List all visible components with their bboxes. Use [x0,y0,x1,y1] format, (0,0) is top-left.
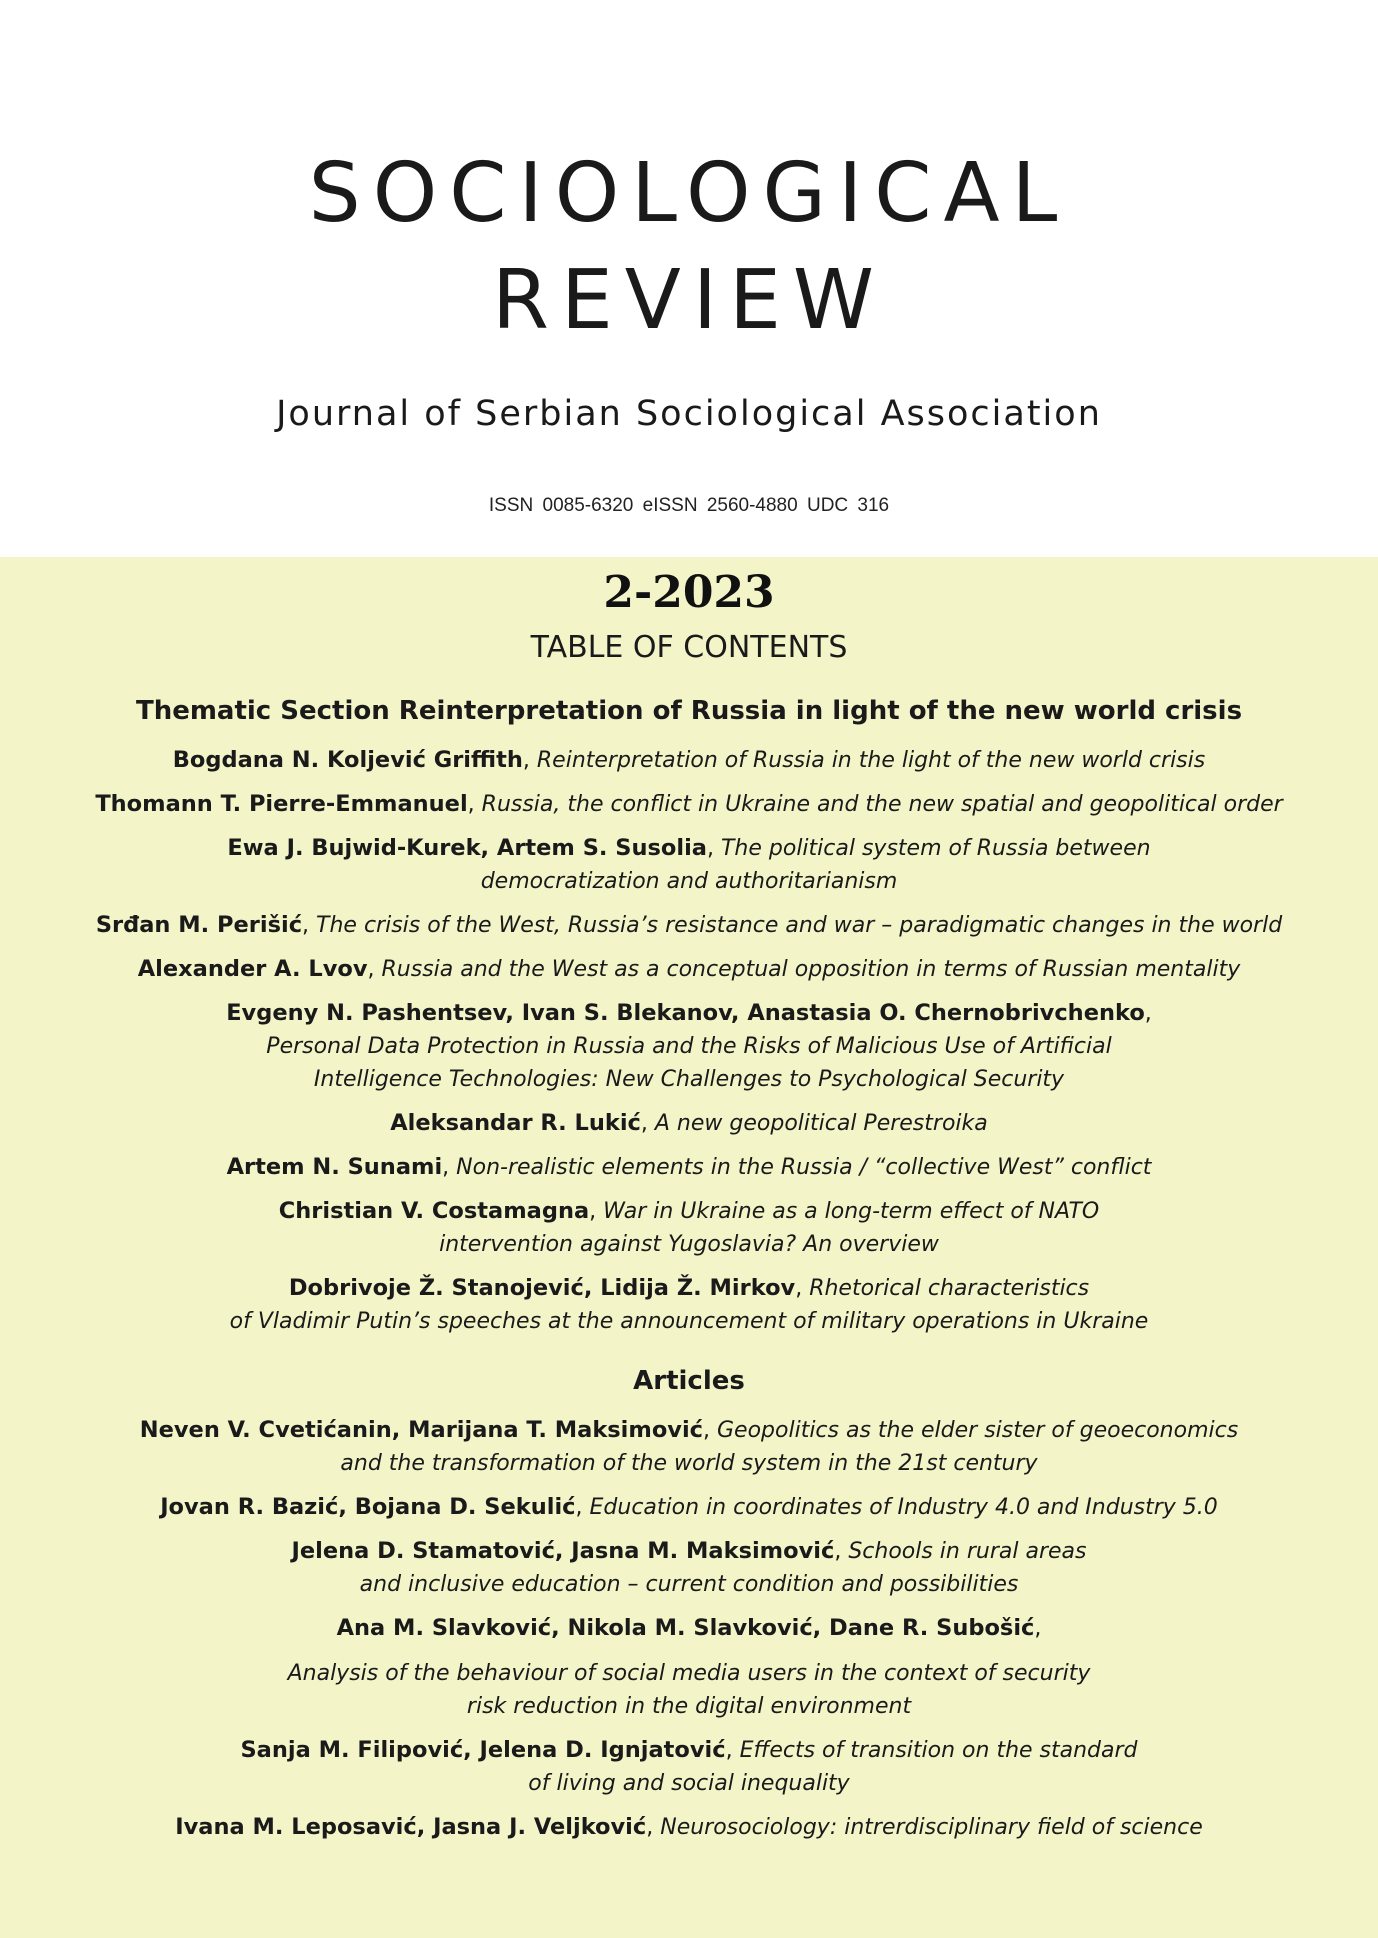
entry-authors: Thomann T. Pierre-Emmanuel [95,791,468,817]
entry-title: Analysis of the behaviour of social media users in the context of security [287,1661,1091,1686]
toc-entry: Christian V. Costamagna, War in Ukraine as a long-term effect of NATO intervention against Yugoslavia? An overview [0,1195,1378,1261]
entry-title-continuation: of Vladimir Putin’s speeches at the announcement of military operations in Ukraine [229,1309,1149,1334]
entry-authors: Alexander A. Lvov [137,956,368,982]
entry-title: A new geopolitical Perestroika [654,1111,988,1136]
entry-title: War in Ukraine as a long-term effect of NATO [603,1199,1100,1224]
entry-authors: Dobrivoje Ž. Stanojević, Lidija Ž. Mirkov [288,1275,796,1301]
toc-entry: Thomann T. Pierre-Emmanuel, Russia, the conflict in Ukraine and the new spatial and geopolitical order [95,791,1283,817]
entry-title: Schools in rural areas [848,1539,1087,1564]
entry-title-continuation: and the transformation of the world system in the 21st century [340,1451,1038,1476]
toc-entry: Jelena D. Stamatović, Jasna M. Maksimović, Schools in rural areas and inclusive education – current condition and possibilities [0,1535,1378,1601]
section-heading-articles: Articles [633,1366,745,1396]
entry-authors: Neven V. Cvetićanin, Marijana T. Maksimović [139,1417,703,1443]
journal-identifiers: ISSN 0085-6320 eISSN 2560-4880 UDC 316 [488,495,890,516]
toc-entry: Evgeny N. Pashentsev, Ivan S. Blekanov, Anastasia O. Chernobrivchenko, Personal Data Protection in Russia and the Risks of Malicious Use of Artificial Intelligence Technologies: New Challenges to Psychological Security [0,997,1378,1096]
toc-entry: Artem N. Sunami, Non-realistic elements in the Russia / “collective West” conflict [226,1154,1152,1180]
entry-title: Russia and the West as a conceptual opposition in terms of Russian mentality [381,957,1241,982]
entry-title: The crisis of the West, Russia’s resistance and war – paradigmatic changes in the world [316,913,1283,938]
entry-title: Education in coordinates of Industry 4.0 and Industry 5.0 [589,1495,1218,1520]
entry-title: The political system of Russia between [720,836,1151,861]
toc-entry: Ivana M. Leposavić, Jasna J. Veljković, Neurosociology: intrerdisciplinary field of science [175,1814,1203,1840]
toc-entry: Bogdana N. Koljević Griffith, Reinterpretation of Russia in the light of the new world crisis [172,747,1206,773]
toc-entry: Sanja M. Filipović, Jelena D. Ignjatović, Effects of transition on the standard of living and social inequality [0,1734,1378,1800]
entry-title-continuation: democratization and authoritarianism [480,869,898,894]
entry-authors: Evgeny N. Pashentsev, Ivan S. Blekanov, Anastasia O. Chernobrivchenko [226,1000,1145,1026]
entry-title-continuation: intervention against Yugoslavia? An overview [439,1232,939,1257]
entry-title: Russia, the conflict in Ukraine and the new spatial and geopolitical order [481,792,1283,817]
entry-authors: Aleksandar R. Lukić [390,1110,641,1136]
entry-title-continuation: of living and social inequality [528,1771,850,1796]
toc-entry: Aleksandar R. Lukić, A new geopolitical Perestroika [390,1110,988,1136]
toc-entry: Dobrivoje Ž. Stanojević, Lidija Ž. Mirkov, Rhetorical characteristics of Vladimir Putin’s speeches at the announcement of military operations in Ukraine [0,1272,1378,1338]
entry-authors: Christian V. Costamagna [278,1198,590,1224]
entry-authors: Ana M. Slavković, Nikola M. Slavković, Dane R. Subošić [336,1615,1035,1641]
toc-entry: Alexander A. Lvov, Russia and the West as a conceptual opposition in terms of Russian mentality [137,956,1241,982]
entry-title-continuation: Intelligence Technologies: New Challenges to Psychological Security [313,1067,1065,1092]
entry-authors: Jovan R. Bazić, Bojana D. Sekulić [160,1494,576,1520]
entry-authors: Artem N. Sunami [226,1154,443,1180]
section-heading-thematic: Thematic Section Reinterpretation of Russia in light of the new world crisis [135,696,1243,726]
entry-authors: Ewa J. Bujwid-Kurek, Artem S. Susolia [227,835,707,861]
entry-title: Non-realistic elements in the Russia / “collective West” conflict [456,1155,1152,1180]
issue-number: 2-2023 [603,567,775,618]
table-of-contents [0,690,1378,1855]
entry-authors: Sanja M. Filipović, Jelena D. Ignjatović [240,1737,726,1763]
entry-authors: Bogdana N. Koljević Griffith [172,747,523,773]
entry-title-continuation: and inclusive education – current condition and possibilities [359,1572,1019,1597]
entry-title: Neurosociology: intrerdisciplinary field of science [660,1815,1203,1840]
entry-title: Geopolitics as the elder sister of geoeconomics [717,1418,1239,1443]
entry-title-continuation: risk reduction in the digital environment [466,1694,912,1719]
toc-entry: Ana M. Slavković, Nikola M. Slavković, Dane R. Subošić, Analysis of the behaviour of social media users in the context of security risk reduction in the digital environment [0,1612,1378,1723]
toc-entry: Srđan M. Perišić, The crisis of the West, Russia’s resistance and war – paradigmatic changes in the world [95,912,1283,938]
toc-entry: Ewa J. Bujwid-Kurek, Artem S. Susolia, The political system of Russia between democratization and authoritarianism [0,832,1378,898]
toc-entry: Jovan R. Bazić, Bojana D. Sekulić, Education in coordinates of Industry 4.0 and Industry 5.0 [160,1494,1218,1520]
entry-authors: Srđan M. Perišić [95,912,303,938]
toc-heading: TABLE OF CONTENTS [530,630,848,665]
entry-title: Personal Data Protection in Russia and the Risks of Malicious Use of Artificial [266,1034,1112,1059]
toc-entry: Neven V. Cvetićanin, Marijana T. Maksimović, Geopolitics as the elder sister of geoeconomics and the transformation of the world system in the 21st century [0,1414,1378,1480]
journal-title-line-1: SOCIOLOGICAL [308,146,1070,241]
journal-title-line-2: REVIEW [492,253,886,348]
entry-authors: Ivana M. Leposavić, Jasna J. Veljković [175,1814,647,1840]
entry-authors: Jelena D. Stamatović, Jasna M. Maksimović [291,1538,835,1564]
entry-title: Reinterpretation of Russia in the light of the new world crisis [536,748,1206,773]
entry-title: Rhetorical characteristics [809,1276,1090,1301]
entry-title: Effects of transition on the standard [739,1738,1138,1763]
journal-subtitle: Journal of Serbian Sociological Association [276,394,1102,434]
